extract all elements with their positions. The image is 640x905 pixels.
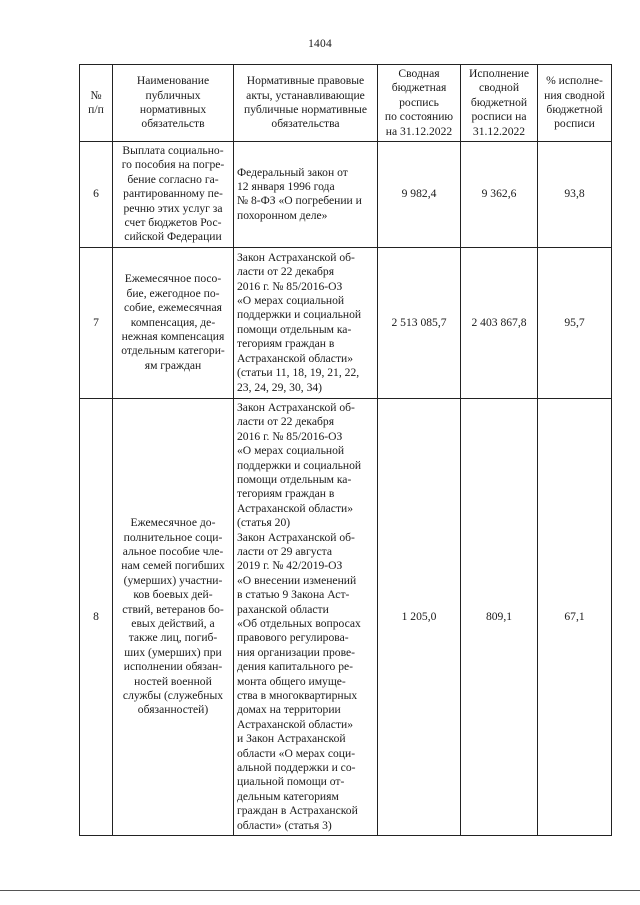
percent-value: 67,1 — [538, 398, 612, 835]
row-number: 6 — [80, 142, 113, 248]
legal-act: Закон Астраханской об- ласти от 22 декабря 2016 г. № 85/2016-ОЗ «О мерах социальной поддержки и социальной помощи отдельным ка- тегориям граждан в Астраханской области» (статья 20) Закон Астраханской об- ласти от 29 августа 2019 г. № 42/2019-ОЗ «О внесении изменений в статью 9 Закона Аст- раханской области «Об отдельных вопросах правового регулирова- ния организации прове- дения капитального ре- монта общего имуще- ства в многоквартирных домах на территории Астраханской области» и Закон Астраханской области «О мерах соци- альной поддержки и со- циальной помощи от- дельным категориям граждан в Астраханской области» (статья 3) — [234, 398, 378, 835]
legal-act: Закон Астраханской об- ласти от 22 декабря 2016 г. № 85/2016-ОЗ «О мерах социальной поддержки и социальной помощи отдельным ка- тегориям граждан в Астраханской области» (статьи 11, 18, 19, 21, 22, 23, 24, 29, 30, 34) — [234, 247, 378, 398]
budget-value: 1 205,0 — [378, 398, 461, 835]
table-row — [80, 247, 612, 398]
budget-value: 9 982,4 — [378, 142, 461, 248]
table-row — [80, 142, 612, 248]
obligation-name: Ежемесячное посо- бие, ежегодное по- собие, ежемесячная компенсация, де- нежная компенсация отдельным категори- ям граждан — [113, 247, 234, 398]
page-bottom-rule — [0, 890, 640, 891]
page-number: 1404 — [308, 38, 332, 50]
execution-value: 2 403 867,8 — [461, 247, 538, 398]
header-execution: Исполнение сводной бюджетной росписи на 31.12.2022 — [461, 65, 538, 142]
row-number: 7 — [80, 247, 113, 398]
normative-obligations-table — [79, 64, 612, 836]
legal-act: Федеральный закон от 12 января 1996 года № 8-ФЗ «О погребении и похоронном деле» — [234, 142, 378, 248]
obligation-name: Выплата социально- го пособия на погре- бение согласно га- рантированному пе- речню этих услуг за счет бюджетов Рос- сийской Федерации — [113, 142, 234, 248]
execution-value: 809,1 — [461, 398, 538, 835]
header-obligation-name: Наименование публичных нормативных обязательств — [113, 65, 234, 142]
execution-value: 9 362,6 — [461, 142, 538, 248]
header-budget: Сводная бюджетная роспись по состоянию на 31.12.2022 — [378, 65, 461, 142]
row-number: 8 — [80, 398, 113, 835]
budget-value: 2 513 085,7 — [378, 247, 461, 398]
obligation-name: Ежемесячное до- полнительное соци- альное пособие чле- нам семей погибших (умерших) участни- ков боевых дей- ствий, ветеранов бо- евых действий, а также лиц, погиб- ших (умерших) при исполнении обязан- ностей военной службы (служебных обязанностей) — [113, 398, 234, 835]
table-row — [80, 398, 612, 835]
header-percent: % исполне- ния сводной бюджетной росписи — [538, 65, 612, 142]
percent-value: 95,7 — [538, 247, 612, 398]
header-legal-acts: Нормативные правовые акты, устанавливающие публичные нормативные обязательства — [234, 65, 378, 142]
header-number: № п/п — [80, 65, 113, 142]
percent-value: 93,8 — [538, 142, 612, 248]
table-header-row — [80, 65, 612, 142]
